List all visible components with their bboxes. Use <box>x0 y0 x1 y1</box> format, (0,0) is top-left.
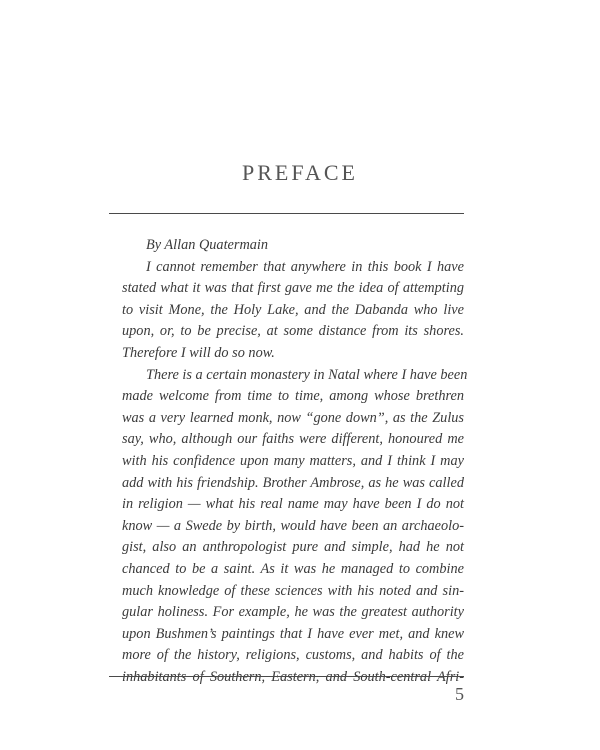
text-line: say, who, although our faiths were different, honoured me <box>122 431 464 448</box>
text-line: There is a certain monastery in Natal where I have been <box>146 366 468 383</box>
body-text <box>122 235 468 688</box>
byline: By Allan Quatermain <box>146 237 269 253</box>
footer-rule <box>109 676 464 677</box>
header-rule <box>109 213 464 214</box>
chapter-title: PREFACE <box>242 160 358 185</box>
text-line: was a very learned monk, now “gone down”, as the Zulus <box>122 409 464 426</box>
text-line: with his confidence upon many matters, and I think I may <box>122 452 464 469</box>
page-number: 5 <box>455 684 464 704</box>
text-line: to visit Mone, the Holy Lake, and the Dabanda who live <box>122 301 464 318</box>
text-line: Therefore I will do so now. <box>122 344 275 361</box>
text-line: inhabitants of Southern, Eastern, and South-central Afri- <box>122 668 464 685</box>
text-line: stated what it was that first gave me the idea of attempting <box>122 280 464 297</box>
text-line: more of the history, religions, customs, and habits of the <box>122 647 464 664</box>
text-line: made welcome from time to time, among whose brethren <box>122 388 464 405</box>
text-line: in religion — what his real name may have been I do not <box>122 496 464 513</box>
text-line: gist, also an anthropologist pure and simple, had he not <box>122 539 464 556</box>
text-line: chanced to be a saint. As it was he managed to combine <box>122 560 464 577</box>
text-line: upon Bushmen’s paintings that I have ever met, and knew <box>122 625 464 642</box>
text-line: add with his friendship. Brother Ambrose, as he was called <box>122 474 464 491</box>
text-line: know — a Swede by birth, would have been an archaeolo- <box>122 517 464 534</box>
text-line: upon, or, to be precise, at some distance from its shores. <box>122 323 464 340</box>
text-line: gular holiness. For example, he was the greatest authority <box>122 604 464 621</box>
text-line: much knowledge of these sciences with his noted and sin- <box>122 582 464 599</box>
text-line: I cannot remember that anywhere in this book I have <box>146 258 464 275</box>
